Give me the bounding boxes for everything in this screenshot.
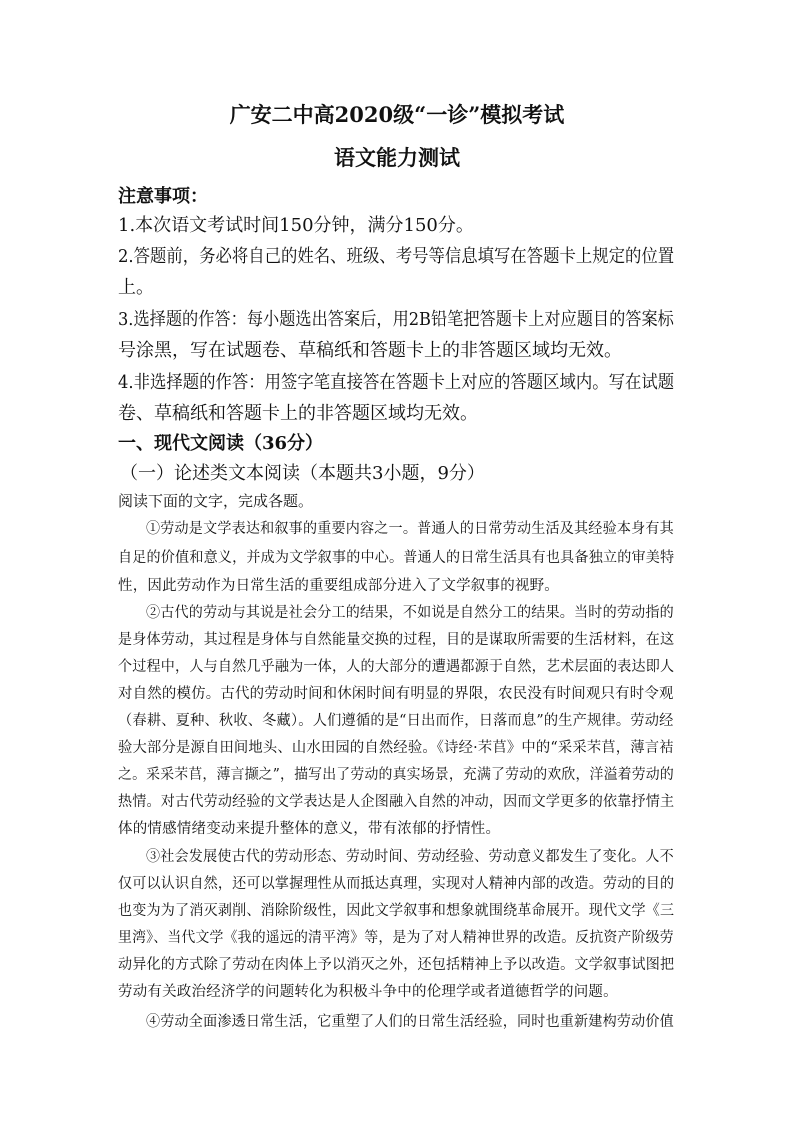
- passage-line: 自足的价值和意义，并成为文学叙事的中心。普通人的日常生活具有也具备独立的审美特: [118, 550, 675, 566]
- passage-line: 劳动有关政治经济学的问题转化为积极斗争中的伦理学或者道德哲学的问题。: [118, 984, 618, 1000]
- passage-line: 是身体劳动，其过程是身体与自然能量交换的过程，目的是谋取所需要的生活材料，在这: [118, 632, 675, 648]
- passage-line: 对自然的模仿。古代的劳动时间和休闲时间有明显的界限，农民没有时间观只有时令观: [118, 686, 674, 702]
- notice-line: 3.选择题的作答：每小题选出答案后，用2B铅笔把答题卡上对应题目的答案标: [118, 309, 674, 330]
- sub-section-heading: （一）论述类文本阅读（本题共3小题，9分）: [120, 463, 485, 484]
- notice-line: 2.答题前，务必将自己的姓名、班级、考号等信息填写在答题卡上规定的位置: [118, 246, 675, 267]
- exam-title: 广安二中高2020级“一诊”模拟考试: [229, 102, 565, 127]
- passage-line: ③社会发展使古代的劳动形态、劳动时间、劳动经验、劳动意义都发生了变化。人不: [146, 849, 674, 865]
- passage-line: 之。采采芣苢，薄言撷之”，描写出了劳动的真实场景，充满了劳动的欢欣，洋溢着劳动的: [118, 767, 674, 783]
- passage-line: 个过程中，人与自然几乎融为一体，人的大部分的遭遇都源于自然，艺术层面的表达即人: [118, 659, 675, 675]
- passage-line: 验大部分是源自田间地头、山水田园的自然经验。《诗经·芣苢》中的“采采芣苢，薄言袺: [118, 740, 674, 756]
- section-heading: 一、现代文阅读（36分）: [118, 433, 324, 454]
- notice-line: 卷、草稿纸和答题卡上的非答题区域均无效。: [118, 403, 478, 424]
- passage-line: 也变为为了消灭剥削、消除阶级性，因此文学叙事和想象就围绕革命展开。现代文学《三: [118, 903, 675, 919]
- passage-line: ①劳动是文学表达和叙事的重要内容之一。普通人的日常劳动生活及其经验本身有其: [146, 521, 674, 537]
- passage-line: 性，因此劳动作为日常生活的重要组成部分进入了文学叙事的视野。: [118, 578, 559, 594]
- passage-line: ④劳动全面渗透日常生活，它重塑了人们的日常生活经验，同时也重新建构劳动价值: [146, 1014, 674, 1030]
- passage-line: （春耕、夏种、秋收、冬藏）。人们遵循的是“日出而作，日落而息”的生产规律。劳动经: [118, 713, 674, 729]
- notice-heading: 注意事项：: [118, 186, 208, 207]
- passage-line: 体的情感情绪变动来提升整体的意义，带有浓郁的抒情性。: [118, 821, 501, 837]
- passage-line: 仅可以认识自然，还可以掌握理性从而抵达真理，实现对人精神内部的改造。劳动的目的: [118, 876, 675, 892]
- passage-line: ②古代的劳动与其说是社会分工的结果，不如说是自然分工的结果。当时的劳动指的: [146, 605, 674, 621]
- notice-line: 号涂黑，写在试题卷、草稿纸和答题卡上的非答题区域均无效。: [118, 340, 622, 361]
- passage-line: 里湾》、当代文学《我的遥远的清平湾》等，是为了对人精神世界的改造。反抗资产阶级劳: [118, 930, 674, 946]
- reading-instruction: 阅读下面的文字，完成各题。: [118, 492, 314, 510]
- notice-line: 1.本次语文考试时间150分钟，满分150分。: [118, 215, 474, 236]
- passage-line: 热情。对古代劳动经验的文学表达是人企图融入自然的冲动，因而文学更多的依靠抒情主: [118, 794, 675, 810]
- exam-subtitle: 语文能力测试: [334, 145, 460, 170]
- notice-line: 4.非选择题的作答：用签字笔直接答在答题卡上对应的答题区域内。写在试题: [118, 372, 675, 393]
- notice-line: 上。: [118, 277, 154, 298]
- passage-line: 动异化的方式除了劳动在肉体上予以消灭之外，还包括精神上予以改造。文学叙事试图把: [118, 957, 675, 973]
